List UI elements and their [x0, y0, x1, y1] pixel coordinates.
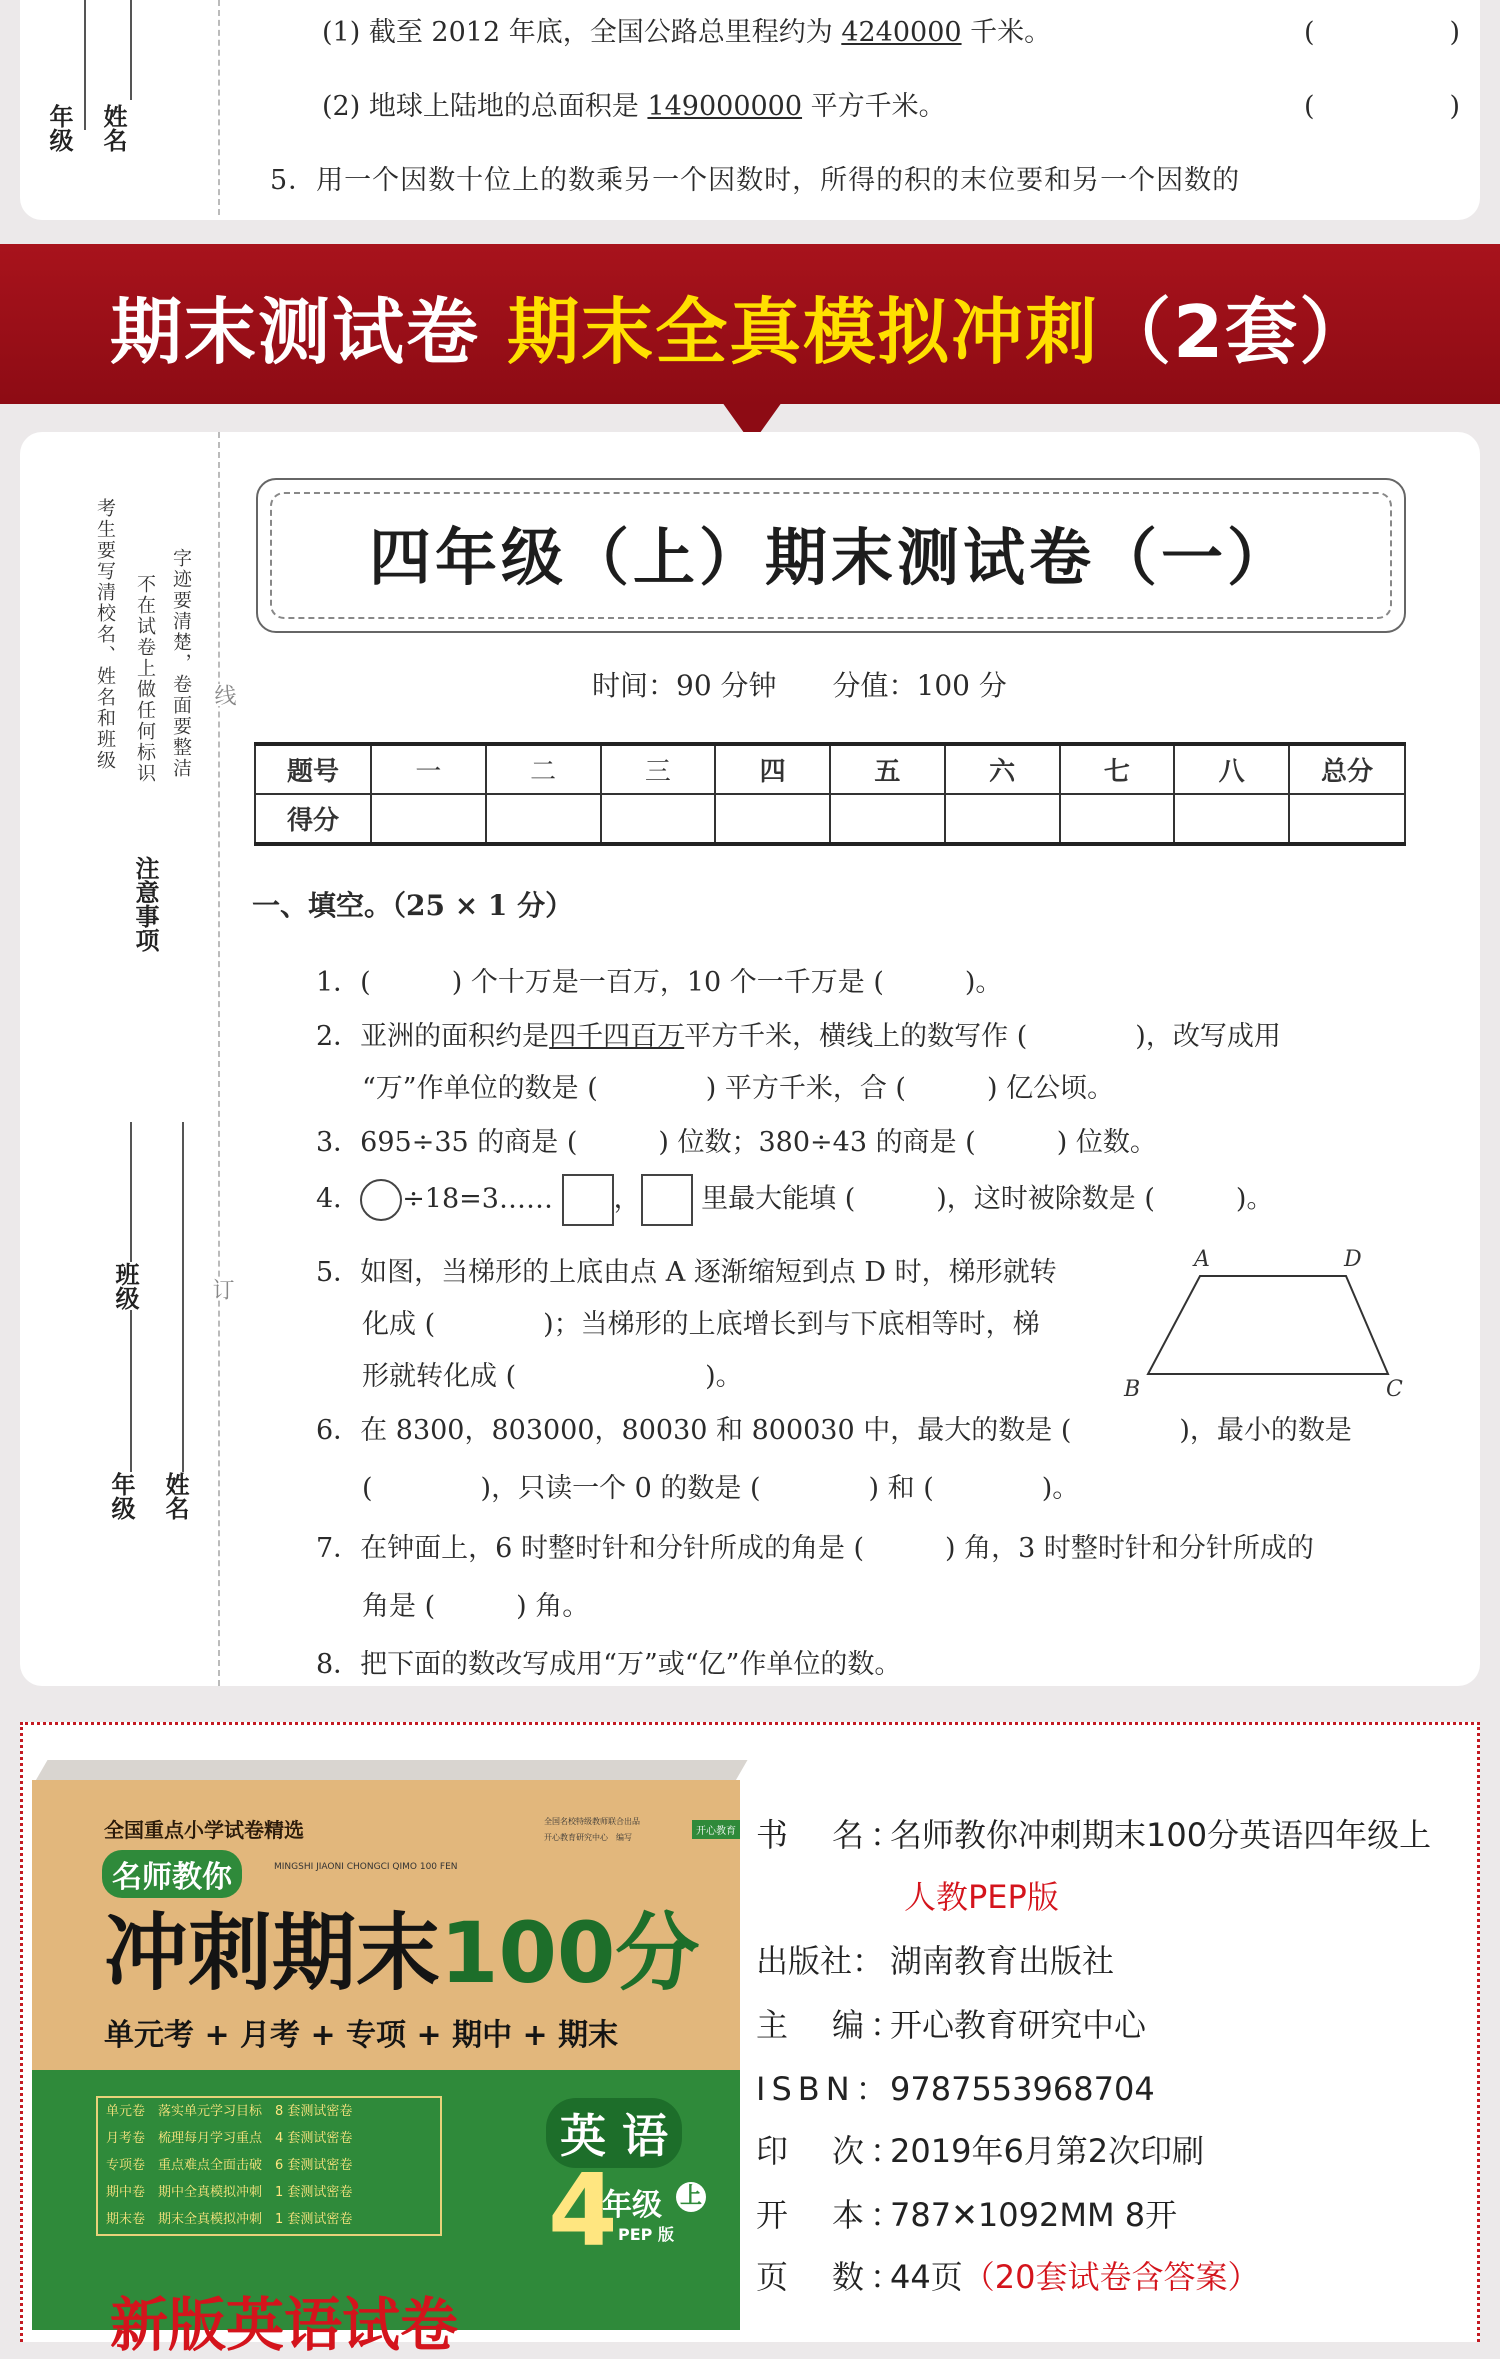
book-series: 全国重点小学试卷精选	[104, 1818, 304, 1842]
book-subtitle: 单元考 + 月考 + 专项 + 期中 + 期末	[104, 2018, 619, 2053]
book-row-value: 期末全真模拟冲刺 1 套测试密卷	[158, 2212, 353, 2227]
info-pages-note: （20套试卷含答案）	[962, 2258, 1260, 2296]
score-cell	[1289, 794, 1405, 844]
book-cover-image	[32, 1780, 740, 2330]
score-cell	[486, 794, 601, 844]
trapezoid-label-b: B	[1124, 1377, 1141, 1402]
info-book-edition: 人教PEP版	[904, 1878, 1059, 1916]
question-2a	[316, 1014, 1281, 1053]
top-sheet-side-rule	[84, 0, 86, 130]
info-isbn-value: 9787553968704	[890, 2070, 1155, 2108]
top-q5: 5．用一个因数十位上的数乘另一个因数时，所得的积的末位要和另一个因数的	[270, 165, 1241, 196]
info-print-value: 2019年6月第2次印刷	[890, 2132, 1205, 2170]
info-book-name	[756, 1810, 1431, 1856]
exam-meta: 时间：90 分钟 分值：100 分	[592, 669, 1007, 702]
top-q4-2-paren: ( )	[1304, 91, 1461, 122]
info-editor-key: 主 编：	[756, 2006, 909, 2044]
top-q4-2	[322, 84, 946, 123]
score-cell	[1174, 794, 1289, 844]
score-h-3: 三	[601, 744, 716, 794]
book-logo-small: 开心教育	[692, 1820, 740, 1839]
top-q4-2-pre: 地球上陆地的总面积是	[368, 91, 648, 122]
score-cell	[715, 794, 830, 844]
book-row	[98, 2125, 440, 2152]
top-sheet-dashed-line	[218, 0, 220, 215]
score-table-header	[255, 744, 1405, 794]
question-5a: 5．如图，当梯形的上底由点 A 逐渐缩短到点 D 时，梯形就转	[316, 1257, 1057, 1288]
book-big-title-a: 冲刺期末	[104, 1904, 441, 2002]
info-print	[756, 2126, 1204, 2172]
banner-title-yellow: 期末全真模拟冲刺	[507, 290, 1100, 374]
top-side-name: 姓名	[99, 104, 127, 152]
question-3: 3．695÷35 的商是 ( ) 位数；380÷43 的商是 ( ) 位数。	[316, 1127, 1157, 1158]
book-row-value: 重点难点全面击破 6 套测试密卷	[158, 2158, 353, 2173]
book-row	[98, 2179, 440, 2206]
book-center-small: 开心教育研究中心 编写	[544, 1833, 632, 1842]
score-h-4: 四	[715, 744, 830, 794]
top-q4-1-paren: ( )	[1304, 17, 1461, 48]
book-pinyin: MINGSHI JIAONI CHONGCI QIMO 100 FEN	[274, 1862, 458, 1872]
question-5b: 化成 ( )；当梯形的上底增长到与下底相等时，梯	[362, 1309, 1040, 1340]
question-2a-underlined: 四千四百万	[549, 1021, 685, 1052]
score-h-9: 总分	[1289, 744, 1405, 794]
score-table	[254, 742, 1406, 846]
question-4-mid: ÷18=3……	[402, 1183, 553, 1215]
book-big-title	[104, 1886, 699, 2007]
question-6b: ( )，只读一个 0 的数是 ( ) 和 ( )。	[362, 1473, 1080, 1504]
question-7b: 角是 ( ) 角。	[362, 1591, 590, 1622]
question-6a: 6．在 8300，803000，80030 和 800030 中，最大的数是 ( )，最小的数是	[316, 1415, 1352, 1446]
book-grade-num: 4	[548, 2152, 618, 2269]
book-row-value: 期中全真模拟冲刺 1 套测试密卷	[158, 2185, 353, 2200]
exam-note-2: 不在试卷上做任何标识	[134, 574, 156, 784]
question-1: 1．( ) 个十万是一百万，10 个一千万是 ( )。	[316, 967, 1003, 998]
exam-line-mark: 线	[208, 684, 239, 706]
top-q4-1-post: 千米。	[961, 17, 1052, 48]
square-blank-icon	[562, 1174, 614, 1226]
book-publisher-small: 全国名校特级教师联合出品	[544, 1817, 640, 1826]
exam-title-box	[256, 478, 1406, 633]
info-book-name-value: 名师教你冲刺期末100分英语四年级上	[890, 1816, 1432, 1854]
info-pages	[756, 2252, 1259, 2298]
exam-side-class: 班级	[108, 1262, 143, 1310]
exam-note-3: 字迹要清楚，卷面要整洁	[170, 548, 192, 779]
book-row-key: 月考卷	[106, 2131, 146, 2146]
banner-title	[110, 274, 1373, 378]
book-row-value: 落实单元学习目标 8 套测试密卷	[158, 2104, 353, 2119]
banner-title-white: 期末测试卷	[110, 290, 508, 374]
info-book-name-key: 书 名：	[756, 1816, 909, 1854]
exam-side-grade: 年级	[107, 1472, 135, 1520]
info-publisher	[756, 1936, 1114, 1982]
book-row-value: 梳理每月学习重点 4 套测试密卷	[158, 2131, 353, 2146]
square-blank-icon	[641, 1174, 693, 1226]
info-format-key: 开 本：	[756, 2196, 909, 2234]
score-cell	[945, 794, 1060, 844]
section-1-title: 一、填空。（25 × 1 分）	[252, 889, 574, 922]
exam-side-rule-name	[182, 1122, 184, 1472]
section-banner	[0, 244, 1500, 404]
question-4-comma: ，	[613, 1183, 641, 1215]
trapezoid-label-d: D	[1344, 1247, 1362, 1272]
info-format-value: 787✕1092MM 8开	[890, 2196, 1178, 2234]
top-q4-1-num: (1)	[322, 17, 361, 48]
top-q4-2-value: 149000000	[647, 91, 803, 122]
question-4-num: 4．	[316, 1183, 361, 1215]
top-q4-1-value: 4240000	[841, 17, 962, 48]
score-h-1: 一	[371, 744, 486, 794]
score-h-8: 八	[1174, 744, 1289, 794]
question-8: 8．把下面的数改写成用“万”或“亿”作单位的数。	[316, 1649, 902, 1680]
question-4-post: 里最大能填 ( )，这时被除数是 ( )。	[701, 1183, 1274, 1215]
exam-notes-title: 注意事项	[131, 856, 159, 952]
top-sheet-side-rule-2	[130, 0, 132, 100]
book-term: 上	[676, 2182, 706, 2212]
info-editor-value: 开心教育研究中心	[890, 2006, 1147, 2044]
info-publisher-key: 出版社：	[756, 1942, 885, 1980]
question-2a-post: 平方千米，横线上的数写作 ( )，改写成用	[684, 1021, 1281, 1052]
score-h-5: 五	[830, 744, 945, 794]
top-q4-2-num: (2)	[322, 91, 361, 122]
score-cell	[1060, 794, 1175, 844]
question-2b: “万”作单位的数是 ( ) 平方千米，合 ( ) 亿公顷。	[362, 1073, 1115, 1104]
book-row-key: 期中卷	[106, 2185, 146, 2200]
book-row	[98, 2206, 440, 2233]
score-h-0: 题号	[255, 744, 371, 794]
top-q4-2-post: 平方千米。	[802, 91, 946, 122]
book-grade-text: 年级	[602, 2188, 662, 2223]
info-editor	[756, 2000, 1146, 2046]
trapezoid-label-c: C	[1386, 1377, 1403, 1402]
banner-title-count: （2套）	[1099, 290, 1374, 374]
score-label: 得分	[255, 794, 371, 844]
question-4	[316, 1174, 1273, 1226]
info-format	[756, 2190, 1177, 2236]
info-print-key: 印 次：	[756, 2132, 909, 2170]
book-row	[98, 2152, 440, 2179]
top-q4-1	[322, 10, 1051, 49]
score-h-6: 六	[945, 744, 1060, 794]
info-pages-key: 页 数：	[756, 2258, 909, 2296]
book-subject: 英 语	[546, 2098, 682, 2168]
exam-side-name: 姓名	[161, 1472, 189, 1520]
top-side-grade: 年级	[45, 104, 73, 152]
score-h-7: 七	[1060, 744, 1175, 794]
score-cell	[371, 794, 486, 844]
info-pages-value: 44页	[890, 2258, 963, 2296]
book-row-key: 单元卷	[106, 2104, 146, 2119]
trapezoid-figure	[1110, 1242, 1420, 1402]
score-h-2: 二	[486, 744, 601, 794]
book-row-key: 专项卷	[106, 2158, 146, 2173]
exam-ding-mark: 订	[206, 1278, 237, 1300]
info-isbn-key: ISBN：	[756, 2070, 894, 2108]
score-cell	[601, 794, 716, 844]
top-q4-1-pre: 截至 2012 年底，全国公路总里程约为	[368, 17, 842, 48]
question-2a-pre: 2．亚洲的面积约是	[316, 1021, 550, 1052]
score-cell	[830, 794, 945, 844]
trapezoid-label-a: A	[1194, 1247, 1210, 1272]
circle-blank-icon	[360, 1179, 402, 1221]
book-rows	[96, 2096, 442, 2236]
exam-title: 四年级（上）期末测试卷（一）	[368, 521, 1293, 594]
exam-note-1: 考生要写清校名、姓名和班级	[94, 498, 116, 771]
book-brand: 名师教你	[102, 1850, 242, 1898]
book-row-key: 期末卷	[106, 2212, 146, 2227]
score-table-row	[255, 794, 1405, 844]
book-edition: PEP 版	[618, 2225, 674, 2244]
bottom-red-heading	[110, 2294, 458, 2322]
exam-side-dashed-line	[218, 432, 220, 1686]
info-publisher-value: 湖南教育出版社	[890, 1942, 1115, 1980]
question-5c: 形就转化成 ( )。	[362, 1361, 743, 1392]
info-isbn	[756, 2064, 1155, 2110]
book-row	[98, 2098, 440, 2125]
question-7a: 7．在钟面上，6 时整时针和分针所成的角是 ( ) 角，3 时整时针和分针所成的	[316, 1533, 1314, 1564]
book-big-title-b: 100分	[440, 1904, 700, 2002]
